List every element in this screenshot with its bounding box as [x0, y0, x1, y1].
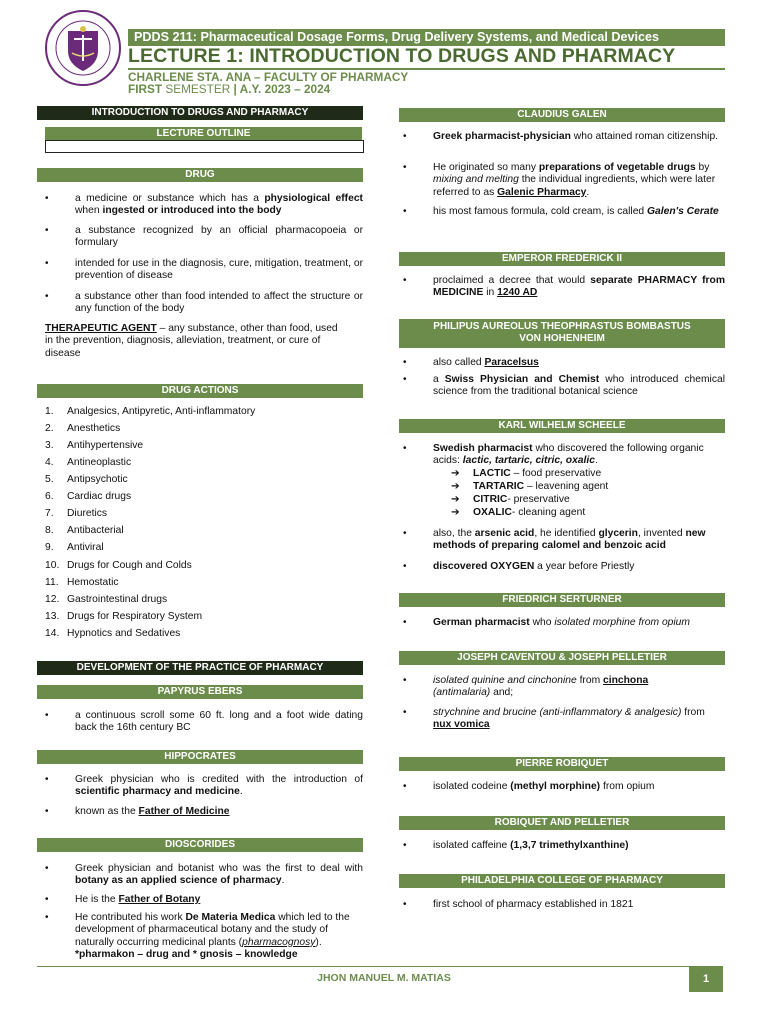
frederick-header: EMPEROR FREDERICK II — [399, 252, 725, 266]
robiquet-item — [403, 781, 725, 794]
organic-acid-text — [473, 507, 585, 519]
paracelsus-item-2 — [403, 374, 725, 400]
drug-item-1-bold-b: ingested or introduced into the body — [102, 205, 282, 217]
drug-item-1-text-a: a medicine or substance which has a — [75, 193, 265, 204]
drug-item-3-text: intended for use in the diagnosis, cure, mitigation, treatment, or prevention of disease — [75, 258, 363, 282]
bullet-icon: • — [403, 374, 407, 385]
bullet-icon: • — [45, 894, 49, 905]
drug-action-item — [37, 457, 363, 470]
organic-acid-text — [473, 494, 570, 506]
frederick-item-text-b: in — [483, 287, 498, 299]
new-methods: new methods of preparing calomel and benzoic acid — [433, 528, 706, 552]
galen-item-2-text-a: He originated so many — [433, 162, 539, 173]
drug-action-label: Diuretics — [67, 508, 108, 520]
bullet-icon: • — [45, 710, 49, 721]
organic-acid-name: CITRIC — [473, 494, 508, 505]
arrow-right-icon: ➔ — [451, 494, 460, 505]
bullet-icon: • — [403, 443, 407, 454]
drug-action-item — [37, 577, 363, 590]
intro-section-header: INTRODUCTION TO DRUGS AND PHARMACY — [37, 106, 363, 120]
drug-action-item — [37, 594, 363, 607]
organic-acid-item — [451, 468, 711, 481]
drug-action-label: Antiviral — [67, 542, 104, 554]
paracelsus-item-2-text-a: a — [433, 374, 445, 385]
antimalaria: (antimalaria) — [433, 687, 491, 699]
drug-action-label: Anesthetics — [67, 423, 121, 435]
dioscorides-item-3-text-a: He contributed his work — [75, 912, 186, 923]
robiquet-pelletier-text: isolated caffeine — [433, 840, 511, 851]
drug-action-label: Antibacterial — [67, 525, 124, 537]
drug-action-label: Antipsychotic — [67, 474, 128, 486]
galens-cerate: Galen's Cerate — [647, 206, 719, 217]
caventou-item-2 — [403, 707, 725, 733]
paracelsus-item-2-bold: Swiss Physician and Chemist — [444, 374, 600, 385]
galen-item-1-text: who attained roman citizenship. — [570, 131, 719, 142]
organic-acid-item — [451, 507, 711, 520]
scheele-item-1-bold: Swedish pharmacist — [433, 443, 533, 454]
isolated-morphine: isolated morphine from opium — [554, 617, 690, 628]
bullet-icon: • — [45, 258, 49, 269]
bullet-icon: • — [45, 291, 49, 302]
caventou-item-2-text: from — [681, 707, 705, 718]
methyl-morphine: (methyl morphine) — [510, 781, 601, 792]
semester-line — [128, 82, 330, 96]
scheele-item-2 — [403, 528, 725, 554]
paracelsus-name: Paracelsus — [484, 357, 539, 368]
organic-acids: lactic, tartaric, citric, oxalic — [462, 455, 595, 467]
drug-action-label: Gastrointestinal drugs — [67, 593, 168, 605]
paracelsus-item-1 — [403, 357, 725, 370]
organic-acid-use: – leavening agent — [524, 481, 609, 492]
scheele-item-3-text: a year before Priestly — [534, 561, 635, 572]
drug-action-item — [37, 611, 363, 624]
bullet-icon: • — [403, 707, 407, 718]
therapeutic-agent-definition — [45, 323, 345, 360]
drug-action-number: 13. — [45, 610, 60, 622]
paracelsus-header-line-2: VON HOHENHEIM — [519, 333, 605, 344]
bullet-icon: • — [403, 206, 407, 217]
dioscorides-header: DIOSCORIDES — [37, 838, 363, 852]
pharmacognosy: pharmacognosy — [242, 936, 316, 948]
drug-action-number: 1. — [45, 406, 54, 417]
frederick-item — [403, 275, 725, 301]
drug-item-4 — [45, 291, 363, 317]
organic-acid-use: - preservative — [507, 494, 570, 505]
bullet-icon: • — [403, 528, 407, 539]
paracelsus-header — [399, 319, 725, 348]
hippocrates-header: HIPPOCRATES — [37, 750, 363, 764]
lecture-outline-header: LECTURE OUTLINE — [45, 127, 362, 141]
drug-action-label: Drugs for Respiratory System — [67, 610, 203, 622]
bullet-icon: • — [45, 912, 49, 923]
drug-action-label: Cardiac drugs — [67, 491, 132, 503]
robiquet-pelletier-item — [403, 840, 725, 853]
arrow-right-icon: ➔ — [451, 468, 460, 479]
trimethylxanthine: (1,3,7 trimethylxanthine) — [510, 840, 629, 851]
year-1240: 1240 AD — [497, 287, 538, 299]
drug-action-number: 3. — [45, 440, 54, 452]
dioscorides-item-3 — [45, 912, 363, 964]
quinine-cinchonine: isolated quinine and cinchonine — [433, 675, 577, 686]
robiquet-pelletier-header: ROBIQUET AND PELLETIER — [399, 816, 725, 830]
dioscorides-item-3-text-b: which led to the development of pharmaceutical botany and the study of naturally occurring medicinal plants ( — [75, 912, 350, 948]
drug-action-item — [37, 491, 363, 504]
drug-action-label: Analgesics, Antipyretic, Anti-inflammatory — [67, 406, 256, 417]
bullet-icon: • — [403, 840, 407, 851]
serturner-header: FRIEDRICH SERTURNER — [399, 593, 725, 607]
drug-action-item — [37, 560, 363, 573]
philadelphia-item — [403, 899, 725, 912]
bullet-icon: • — [403, 617, 407, 628]
bullet-icon: • — [45, 225, 49, 236]
bullet-icon: • — [403, 675, 407, 686]
drug-item-1-bold-a: physiological effect — [264, 193, 363, 204]
organic-acid-item — [451, 481, 711, 494]
galen-item-1 — [403, 131, 725, 157]
drug-action-label: Antihypertensive — [67, 440, 144, 452]
drug-action-item — [37, 474, 363, 487]
drug-item-4-text: a substance other than food intended to affect the structure or any function of the body — [75, 291, 363, 315]
galenic-pharmacy: Galenic Pharmacy — [497, 186, 587, 198]
drug-action-label: Hemostatic — [67, 576, 119, 588]
drug-item-2 — [45, 225, 363, 251]
serturner-item-text: who — [529, 617, 555, 628]
organic-acid-use: – food preservative — [510, 468, 602, 479]
galen-item-3-text: his most famous formula, cold cream, is called — [433, 206, 648, 217]
drug-action-number: 9. — [45, 542, 54, 554]
galen-item-2: • He originated so many preparations of vegetable drugs by mixing and melting the individual ingredients, which were later referred to as Galenic Pharmacy. — [403, 162, 716, 198]
therapeutic-agent-term: THERAPEUTIC AGENT — [45, 323, 157, 334]
cinchona: cinchona — [603, 675, 649, 686]
drug-action-label: Drugs for Cough and Colds — [67, 559, 192, 571]
drug-action-number: 14. — [45, 627, 60, 639]
organic-acid-name: OXALIC — [473, 507, 512, 518]
drug-action-number: 12. — [45, 593, 60, 605]
drug-item-1-text-b: when — [75, 205, 103, 217]
drug-action-number: 2. — [45, 423, 54, 435]
drug-action-item — [37, 406, 363, 419]
bullet-icon: • — [45, 863, 49, 874]
etymology-note: *pharmakon – drug and * gnosis – knowledge — [75, 949, 298, 961]
dioscorides-item-2 — [45, 894, 363, 907]
drug-action-item — [37, 423, 363, 436]
arrow-right-icon: ➔ — [451, 481, 460, 492]
drug-action-item — [37, 525, 363, 538]
scheele-header: KARL WILHELM SCHEELE — [399, 419, 725, 433]
bullet-icon: • — [403, 131, 407, 142]
hippocrates-item-2 — [45, 806, 363, 819]
drug-item-3 — [45, 258, 363, 284]
arrow-right-icon: ➔ — [451, 507, 460, 518]
university-seal-logo — [44, 9, 122, 87]
bullet-icon: • — [403, 275, 407, 286]
drug-action-item — [37, 440, 363, 453]
lecture-outline-box — [45, 140, 364, 153]
scheele-item-1: • Swedish pharmacist who discovered the following organic acids: lactic, tartaric, citric, oxalic. — [403, 443, 704, 467]
caventou-item-1-and: and; — [490, 687, 514, 699]
philadelphia-item-text: first school of pharmacy established in 1821 — [433, 899, 634, 910]
dioscorides-item-3-text-c: ). — [315, 936, 322, 948]
hippocrates-item-1: • Greek physician who is credited with the introduction of scientific pharmacy and medicine. — [45, 774, 363, 798]
organic-acid-text — [473, 468, 601, 480]
father-of-medicine: Father of Medicine — [138, 806, 230, 817]
caventou-item-1-text: from — [576, 675, 604, 686]
bullet-icon: • — [403, 561, 407, 572]
scheele-item-3 — [403, 561, 725, 574]
footer-author: JHON MANUEL M. MATIAS — [317, 972, 451, 984]
galen-item-2-text-b: by — [695, 162, 710, 173]
dioscorides-item-2-text: He is the — [75, 894, 119, 905]
paracelsus-header-line-1: PHILIPUS AUREOLUS THEOPHRASTUS BOMBASTUS — [433, 321, 691, 332]
glycerin: glycerin — [598, 528, 638, 539]
philadelphia-header: PHILADELPHIA COLLEGE OF PHARMACY — [399, 874, 725, 888]
drug-action-item — [37, 628, 363, 641]
drug-action-item — [37, 542, 363, 555]
de-materia-medica: De Materia Medica — [185, 912, 276, 923]
serturner-item — [403, 617, 725, 630]
organic-acid-name: TARTARIC — [473, 481, 525, 492]
therapeutic-agent-text: – any substance, other than food, used in the prevention, diagnosis, alleviation, treatment, or cure of disease — [45, 323, 338, 359]
dioscorides-item-1: • Greek physician and botanist who was the first to deal with botany as an applied science of pharmacy. — [45, 863, 363, 887]
galen-item-2-text-c: the individual ingredients, which were later referred to as — [433, 174, 716, 198]
dioscorides-item-1-bold: botany as an applied science of pharmacy — [75, 875, 282, 887]
robiquet-item-text-b: from opium — [600, 781, 655, 792]
drug-action-number: 6. — [45, 491, 54, 503]
scheele-item-2-text-a: also, the — [433, 528, 475, 539]
caventou-item-1 — [403, 675, 725, 701]
drug-action-number: 5. — [45, 474, 54, 486]
bullet-icon: • — [403, 357, 407, 368]
drug-item-2-text: a substance recognized by an official pharmacopoeia or formulary — [75, 225, 363, 249]
frederick-item-bold: separate PHARMACY from MEDICINE — [433, 275, 725, 299]
hippocrates-item-2-text: known as the — [75, 806, 139, 817]
strychnine-brucine: strychnine and brucine (anti-inflammatory & analgesic) — [433, 707, 682, 718]
robiquet-header: PIERRE ROBIQUET — [399, 757, 725, 771]
organic-acid-text — [473, 481, 608, 493]
scheele-item-2-text-c: , invented — [637, 528, 686, 539]
drug-item-1 — [45, 193, 363, 219]
academic-year: | A.Y. 2023 – 2024 — [233, 82, 331, 96]
lecture-title: LECTURE 1: INTRODUCTION TO DRUGS AND PHARMACY — [128, 45, 676, 67]
galen-item-2-bold: preparations of vegetable drugs — [538, 162, 696, 173]
discovered-oxygen: discovered OXYGEN — [433, 561, 535, 572]
organic-acid-item — [451, 494, 711, 507]
papyrus-ebers-header: PAPYRUS EBERS — [37, 685, 363, 699]
galen-item-3 — [403, 206, 725, 232]
robiquet-item-text-a: isolated codeine — [433, 781, 511, 792]
hippocrates-item-1-bold: scientific pharmacy and medicine — [75, 786, 240, 798]
drug-action-item — [37, 508, 363, 521]
semester-word: SEMESTER — [165, 82, 231, 96]
drug-action-number: 8. — [45, 525, 54, 537]
page-number: 1 — [689, 966, 723, 992]
bullet-icon: • — [45, 774, 49, 785]
galen-header: CLAUDIUS GALEN — [399, 108, 725, 122]
scheele-item-1-text: who discovered the following organic acids: — [433, 443, 704, 467]
course-title-bar: PDDS 211: Pharmaceutical Dosage Forms, Drug Delivery Systems, and Medical Devices — [128, 29, 725, 46]
drug-actions-header: DRUG ACTIONS — [37, 384, 363, 398]
papyrus-item — [45, 710, 363, 736]
bullet-icon: • — [403, 781, 407, 792]
dioscorides-item-1-text: Greek physician and botanist who was the first to deal with — [75, 863, 363, 874]
galen-item-2-italic: mixing and melting — [433, 174, 519, 186]
father-of-botany: Father of Botany — [118, 894, 201, 905]
development-section-header: DEVELOPMENT OF THE PRACTICE OF PHARMACY — [37, 661, 363, 675]
footer-rule — [37, 966, 723, 967]
scheele-item-2-text-b: , he identified — [534, 528, 599, 539]
serturner-item-bold: German pharmacist — [433, 617, 530, 628]
drug-action-number: 4. — [45, 457, 54, 469]
bullet-icon: • — [403, 899, 407, 910]
drug-header: DRUG — [37, 168, 363, 182]
author-line: CHARLENE STA. ANA – FACULTY OF PHARMACY — [128, 70, 409, 84]
organic-acid-name: LACTIC — [473, 468, 511, 479]
paracelsus-item-2-text-b: who introduced chemical science from the traditional botanical science — [433, 374, 726, 398]
papyrus-item-text: a continuous scroll some 60 ft. long and a foot wide dating back the 16th century BC — [75, 710, 363, 734]
semester-term: FIRST — [128, 82, 163, 96]
frederick-item-text-a: proclaimed a decree that would — [433, 275, 591, 286]
drug-action-number: 10. — [45, 559, 60, 571]
galen-item-1-bold: Greek pharmacist-physician — [433, 131, 571, 142]
arsenic-acid: arsenic acid — [474, 528, 535, 539]
drug-action-label: Antineoplastic — [67, 457, 132, 469]
hippocrates-item-1-text: Greek physician who is credited with the introduction of — [75, 774, 363, 785]
bullet-icon: • — [45, 806, 49, 817]
caventou-pelletier-header: JOSEPH CAVENTOU & JOSEPH PELLETIER — [399, 651, 725, 665]
paracelsus-item-1-text: also called — [433, 357, 485, 368]
nux-vomica: nux vomica — [433, 719, 490, 731]
drug-action-label: Hypnotics and Sedatives — [67, 627, 181, 639]
drug-action-number: 11. — [45, 576, 59, 588]
bullet-icon: • — [403, 162, 407, 173]
drug-action-number: 7. — [45, 508, 54, 520]
bullet-icon: • — [45, 193, 49, 204]
organic-acid-use: - cleaning agent — [511, 507, 586, 518]
